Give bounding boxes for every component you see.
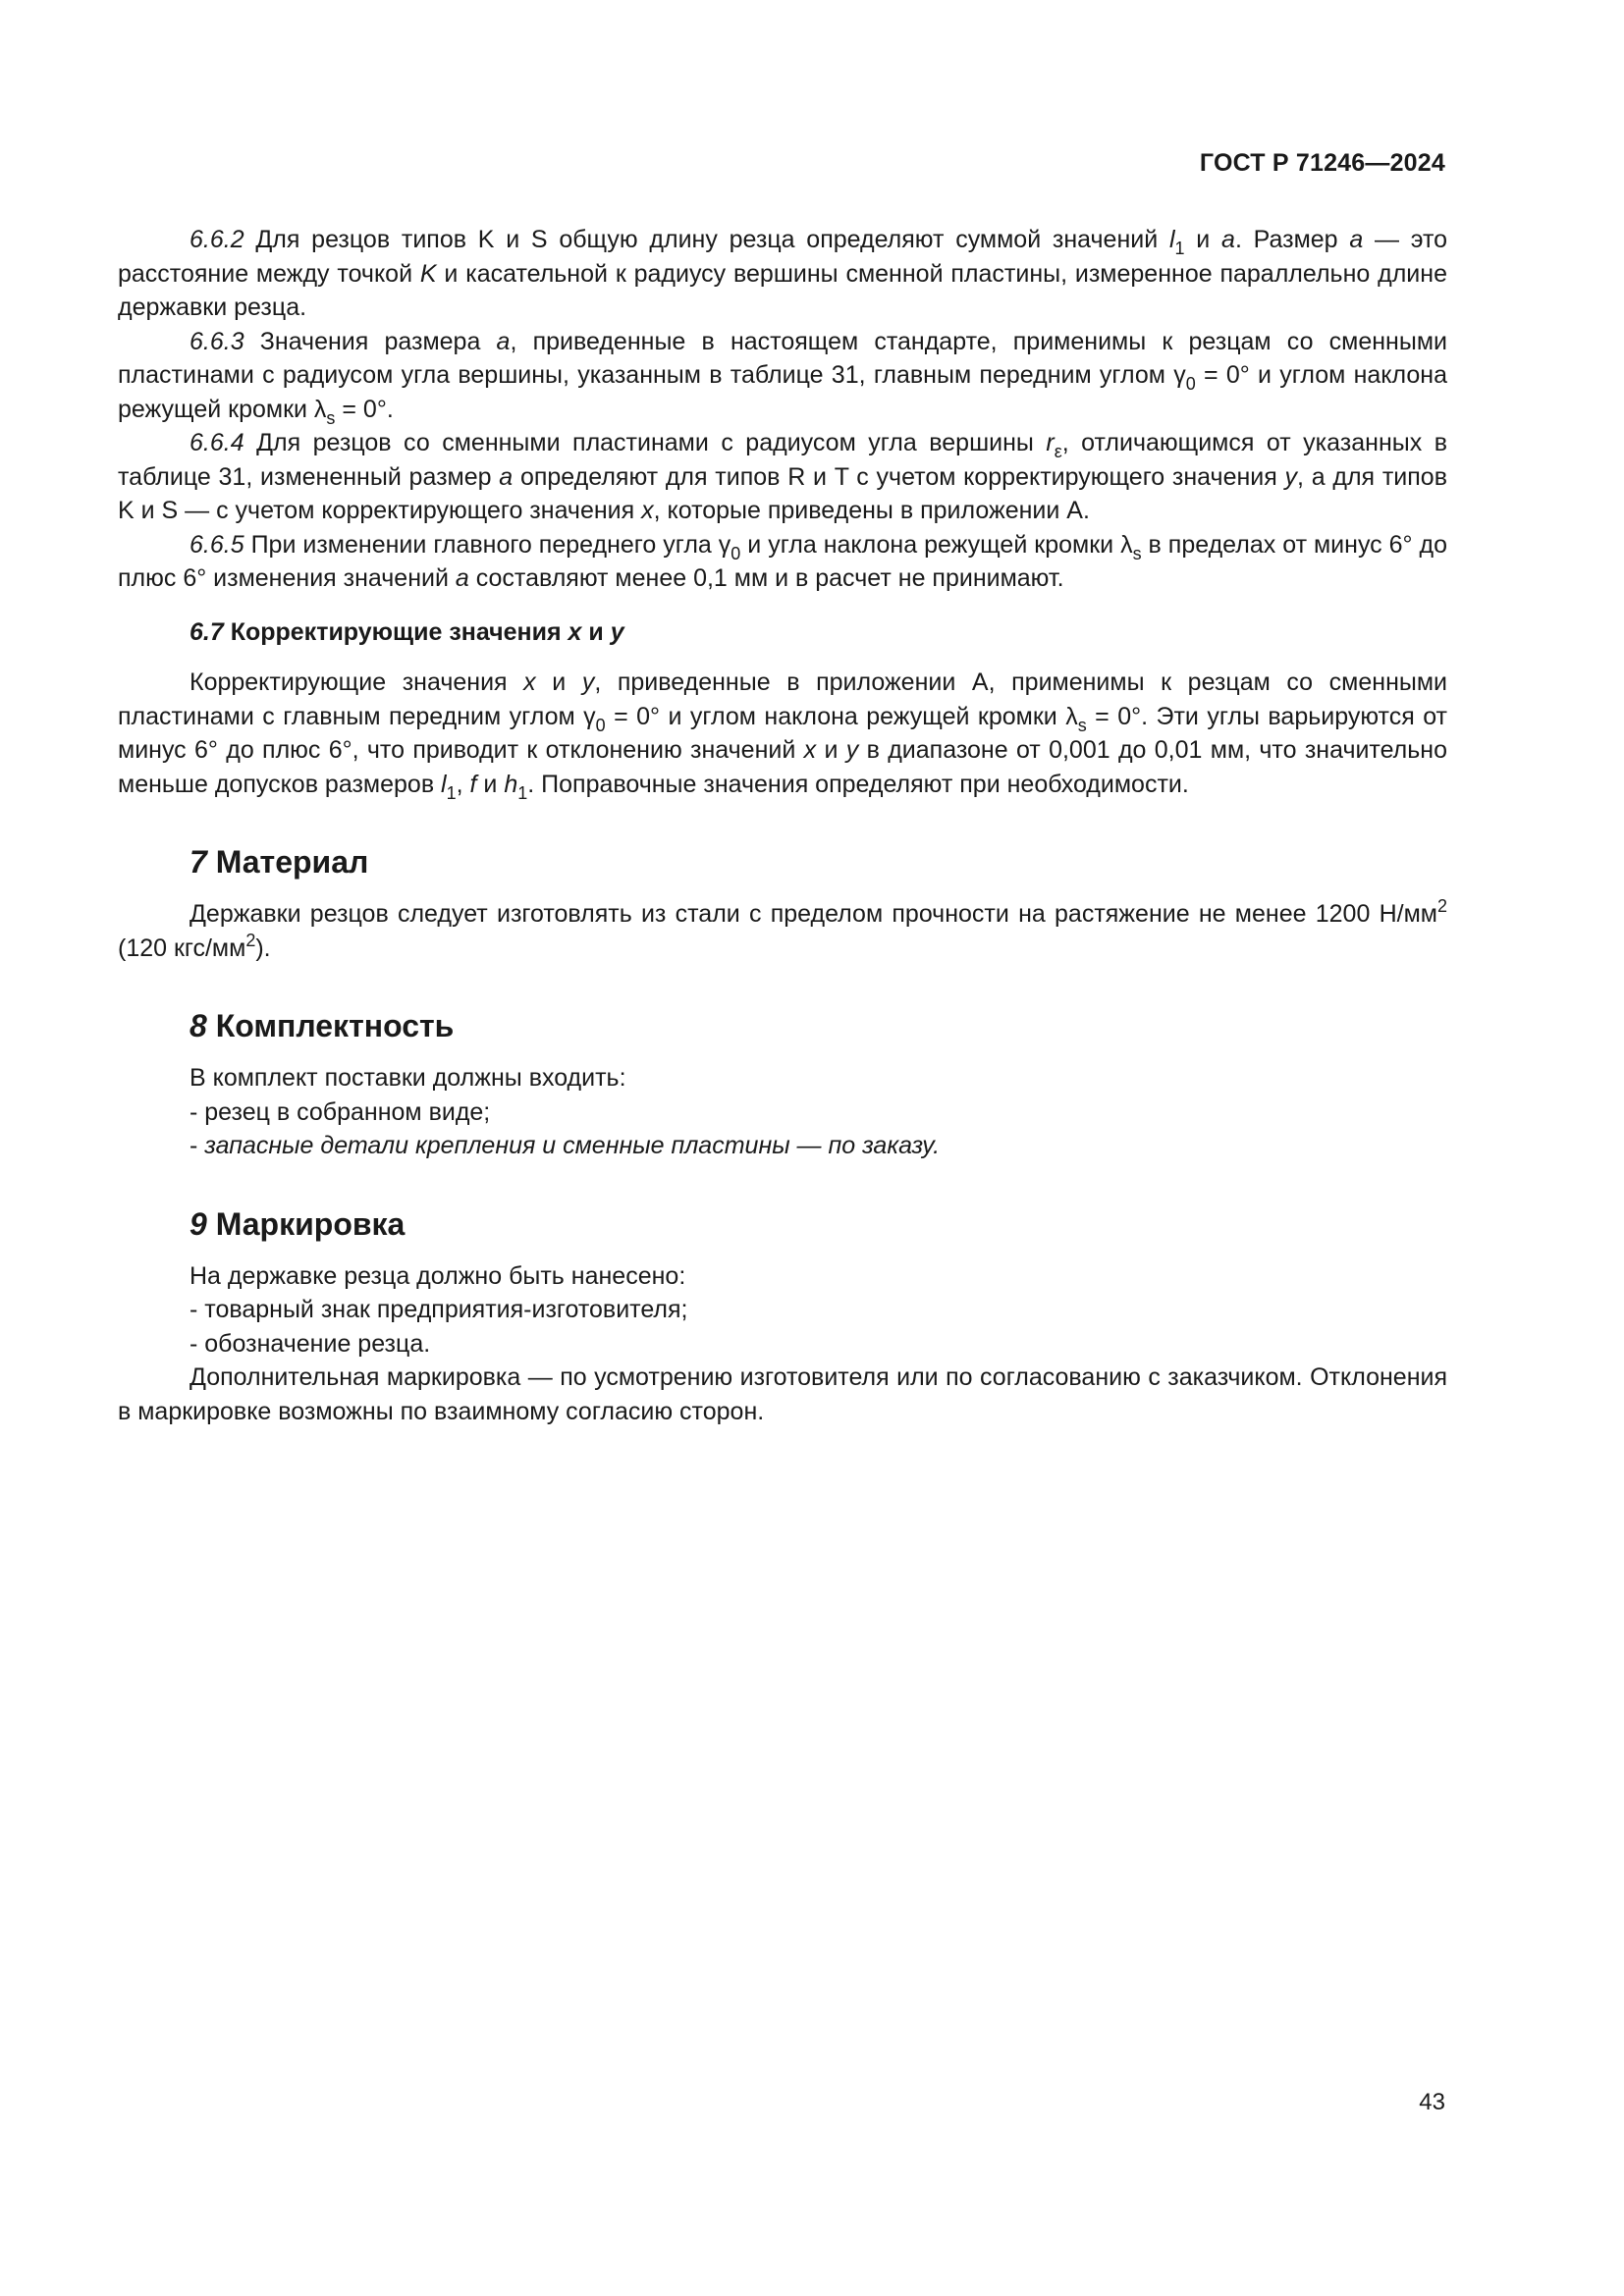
text: Значения размера (244, 327, 497, 355)
subscript: 0 (731, 543, 741, 563)
text: и касательной к радиусу вершины сменной пластины, измеренное параллельно длине державки резца. (118, 259, 1447, 321)
section-8-intro: В комплект поставки должны входить: (189, 1064, 626, 1092)
symbol: a (499, 462, 514, 491)
text: , (456, 770, 470, 798)
clause-number: 6.7 (189, 617, 224, 646)
text: . Поправочные значения определяют при необходимости. (527, 770, 1189, 798)
text: . Размер (1234, 226, 1350, 253)
section-number: 8 (189, 1008, 207, 1043)
symbol: x (523, 668, 536, 696)
symbol: a (496, 327, 511, 355)
section-number: 7 (189, 844, 207, 880)
symbol: y (845, 736, 859, 764)
page-number: 43 (1419, 2089, 1445, 2115)
heading-text: Корректирующие значения (223, 617, 568, 646)
paragraph-6-7 (118, 666, 1447, 801)
clause-number: 6.6.3 (189, 327, 244, 355)
list-item: - резец в собранном виде; (189, 1097, 491, 1126)
document-code-header: ГОСТ Р 71246—2024 (1199, 149, 1445, 177)
section-title: Маркировка (206, 1205, 406, 1242)
text: , приведенные в приложении А, применимы к резцам со сменными пластинами с главным передним углом γ (118, 668, 1447, 730)
subscript: s (1077, 715, 1087, 735)
paragraph-6-6-4 (118, 426, 1447, 528)
clause-number: 6.6.2 (189, 226, 244, 253)
superscript: 2 (1436, 896, 1447, 916)
text: и (1184, 226, 1222, 253)
superscript: 2 (245, 930, 256, 950)
text: Для резцов со сменными пластинами с радиусом угла вершины (244, 429, 1047, 456)
text: (120 кгс/мм (118, 934, 246, 962)
subscript: 1 (1174, 239, 1185, 258)
symbol: a (1221, 226, 1235, 253)
list-item: - товарный знак предприятия-изготовителя; (189, 1296, 688, 1323)
symbol: h (504, 770, 518, 798)
paragraph-6-6-3 (118, 325, 1447, 427)
symbol: l (441, 770, 447, 798)
symbol: a (1349, 226, 1364, 253)
symbol: l (1168, 226, 1175, 253)
list-item-text: запасные детали крепления и сменные пластины — по заказу. (204, 1132, 941, 1159)
symbol: r (1046, 429, 1055, 456)
list-item (118, 1129, 1447, 1163)
list-item: - обозначение резца. (189, 1329, 431, 1358)
text: , а для типов K и S — с учетом корректирующего значения (118, 462, 1447, 524)
text: , приведенные в настоящем стандарте, применимы к резцам со сменными пластинами с радиусом угла вершины, указанным в таблице 31, главным передним углом γ (118, 327, 1447, 389)
text: и (535, 668, 582, 696)
symbol: f (469, 770, 477, 798)
text: Для резцов типов K и S общую длину резца определяют суммой значений (244, 226, 1169, 253)
symbol: x (641, 497, 654, 524)
subscript: 0 (1185, 374, 1196, 394)
subscript: s (326, 407, 336, 428)
paragraph-6-6-2 (118, 223, 1447, 325)
subscript: ε (1054, 442, 1062, 461)
text: = 0°. (335, 395, 394, 423)
paragraph-9: Дополнительная маркировка — по усмотрению изготовителя или по согласованию с заказчиком. Отклонения в маркировке возможны по взаимному согласию сторон. (118, 1363, 1447, 1425)
text: определяют для типов R и T с учетом корректирующего значения (513, 462, 1285, 491)
text: Державки резцов следует изготовлять из стали с пределом прочности на растяжение не менее 1200 Н/мм (189, 900, 1437, 928)
section-9-heading (118, 1204, 1447, 1244)
subscript: 1 (517, 782, 528, 803)
section-8-heading (118, 1006, 1447, 1045)
subscript: 1 (446, 782, 457, 803)
text: составляют менее 0,1 мм и в расчет не принимают. (468, 564, 1064, 592)
heading-text: и (581, 617, 611, 646)
text: = 0° и углом наклона режущей кромки λ (605, 702, 1078, 730)
section-number: 9 (189, 1205, 207, 1242)
section-title: Материал (206, 844, 369, 880)
subscript: 0 (595, 715, 606, 735)
symbol: K (419, 259, 437, 288)
text: = 0°. Эти углы варьируются от минус 6° до плюс 6°, что приводит к отклонению значений (118, 702, 1447, 764)
text: — это расстояние между точкой (118, 226, 1448, 288)
text: , которые приведены в приложении А. (653, 497, 1090, 524)
paragraph-7 (118, 897, 1447, 965)
text: ). (255, 934, 271, 962)
symbol: x (803, 736, 817, 764)
text: , отличающимся от указанных в таблице 31, измененный размер (118, 429, 1447, 491)
symbol: a (455, 564, 469, 592)
subsection-6-7-heading (118, 615, 1447, 650)
symbol: y (610, 617, 624, 646)
text: Корректирующие значения (189, 668, 524, 696)
text: и (476, 770, 505, 798)
list-dash: - (189, 1132, 205, 1159)
subscript: s (1132, 543, 1142, 563)
paragraph-6-6-5 (118, 528, 1447, 596)
text: в пределах от минус 6° до плюс 6° изменения значений (118, 530, 1447, 592)
symbol: x (568, 617, 582, 646)
text: и угла наклона режущей кромки λ (740, 530, 1133, 559)
section-9-intro: На державке резца должно быть нанесено: (189, 1261, 686, 1290)
symbol: y (581, 668, 595, 696)
text: При изменении главного переднего угла γ (244, 530, 731, 559)
symbol: y (1284, 462, 1298, 491)
document-body (118, 223, 1447, 1428)
text: в диапазоне от 0,001 до 0,01 мм, что значительно меньше допусков размеров (118, 736, 1447, 798)
section-7-heading (118, 842, 1447, 881)
text: и (816, 736, 846, 764)
text: = 0° и углом наклона режущей кромки λ (118, 361, 1448, 423)
clause-number: 6.6.5 (189, 530, 244, 559)
clause-number: 6.6.4 (189, 429, 244, 456)
section-title: Комплектность (206, 1008, 455, 1043)
